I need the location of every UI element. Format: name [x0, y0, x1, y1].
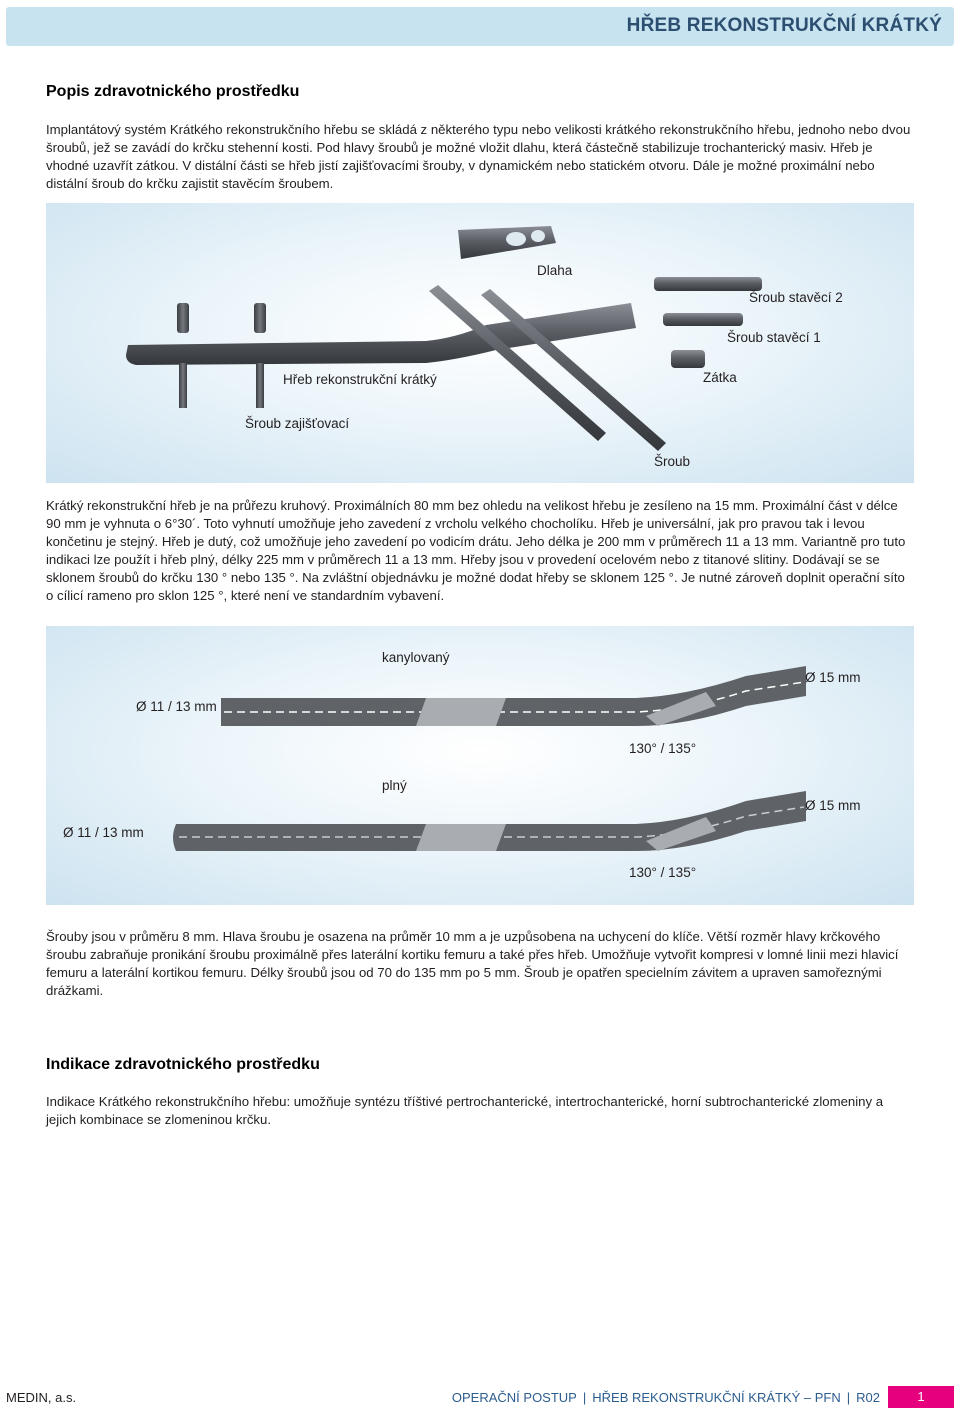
header-title: HŘEB REKONSTRUKČNÍ KRÁTKÝ: [626, 15, 942, 36]
set-screw-1-icon: [663, 313, 743, 326]
cannulated-angle: 130° / 135°: [629, 741, 697, 756]
label-plate: Dlaha: [537, 263, 573, 278]
header-bar: [6, 7, 954, 46]
cannulated-proximal-diameter: Ø 15 mm: [805, 670, 861, 685]
label-cap: Zátka: [703, 370, 737, 385]
nail-diagrams: [46, 626, 914, 905]
label-locking-screw: Šroub zajišťovací: [245, 416, 350, 431]
plate-icon: [458, 226, 556, 259]
cannulated-nail-icon: [221, 666, 806, 726]
label-set-screw-2: Šroub stavěcí 2: [749, 290, 843, 305]
solid-angle: 130° / 135°: [629, 865, 697, 880]
footer-document-info: OPERAČNÍ POSTUP | HŘEB REKONSTRUKČNÍ KRÁTKÝ – PFN | R02: [451, 1390, 880, 1405]
page-number-badge: 1: [888, 1386, 954, 1408]
solid-title: plný: [382, 778, 407, 793]
footer-company: MEDIN, a.s.: [6, 1390, 77, 1405]
solid-distal-diameter: Ø 11 / 13 mm: [63, 825, 144, 840]
nail-specification-paragraph: Krátký rekonstrukční hřeb je na průřezu kruhový. Proximálních 80 mm bez ohledu na velikost hřebu je zesíleno na 15 mm. Proximální část v délce 90 mm je vyhnuta o 6°30´. Toto vyhnutí umožňuje jeho zavedení z vrcholu velkého chocholíku. Hřeb je universální, jak pro pravou tak i levou končetinu je stejný. Hřeb je dutý, což umožňuje jeho zavedení po vodicím drátu. Jeho délka je 200 mm v průměrech 11 a 13 mm. Variantně pro tuto indikaci lze použít i hřeb plný, délky 225 mm v průměrech 11 a 13 mm. Hřeby jsou v provedení ocelovém nebo z titanové slitiny. Dodávají se se sklonem šroubů do krčku 130 ° nebo 135 °. Na zvláštní objednávku je možné dodat hřeby se sklonem 125 °. Je nutné zároveň doplnit operační síto o cílicí rameno pro sklon 125 °, které není ve standardním vybavení.: [46, 498, 906, 603]
label-set-screw-1: Šroub stavěcí 1: [727, 330, 821, 345]
screws-paragraph: Šrouby jsou v průměru 8 mm. Hlava šroubu je osazena na průměr 10 mm a je uzpůsobena na uchycení do klíče. Větší rozměr hlavy krčkového šroubu zabraňuje pronikání šroubu proximálně přes laterální kortiku femuru a také přes hřeb. Umožňuje vytvořit kompresi v lomné linii mezi hlavicí femuru a laterální kortikou femuru. Délky šroubů jsou od 70 do 135 mm po 5 mm. Šroub je opatřen specielním závitem a upraven samořeznými drážkami.: [46, 929, 899, 998]
label-nail: Hřeb rekonstrukční krátký: [283, 372, 437, 387]
footer-doc-part2: HŘEB REKONSTRUKČNÍ KRÁTKÝ – PFN: [592, 1390, 841, 1405]
nail-types-figure: [46, 626, 914, 905]
cannulated-title: kanylovaný: [382, 650, 450, 665]
cannulated-distal-diameter: Ø 11 / 13 mm: [136, 699, 217, 714]
section-heading-indications: Indikace zdravotnického prostředku: [46, 1056, 320, 1073]
solid-proximal-diameter: Ø 15 mm: [805, 798, 861, 813]
footer-doc-part3: R02: [856, 1390, 880, 1405]
indications-paragraph: Indikace Krátkého rekonstrukčního hřebu: umožňuje syntézu tříštivé pertrochanterické, intertrochanterické, horní subtrochanterické zlomeniny a jejich kombinace se zlomeninou krčku.: [46, 1094, 884, 1127]
cap-icon: [671, 350, 705, 368]
description-paragraph: Implantátový systém Krátkého rekonstrukčního hřebu se skládá z některého typu nebo velikosti krátkého rekonstrukčního hřebu, jednoho nebo dvou šroubů, jež se zavádí do krčku stehenní kosti. Pod hlavy šroubů je možné vložit dlahu, která částečně stabilizuje trochanterický masiv. Hřeb je vhodné uzavřít zátkou. V distální části se hřeb jistí zajišťovacími šrouby, v dynamickém nebo statickém otvoru. Dále je možné proximální nebo distální šroub do krčku zajistit stavěcím šroubem.: [46, 122, 911, 191]
solid-nail-icon: [173, 791, 806, 851]
label-screw: Šroub: [654, 454, 691, 469]
footer-doc-part1: OPERAČNÍ POSTUP: [451, 1390, 577, 1405]
set-screw-2-icon: [654, 277, 762, 291]
implant-components-figure: [46, 203, 914, 483]
section-heading-description: Popis zdravotnického prostředku: [46, 83, 300, 100]
